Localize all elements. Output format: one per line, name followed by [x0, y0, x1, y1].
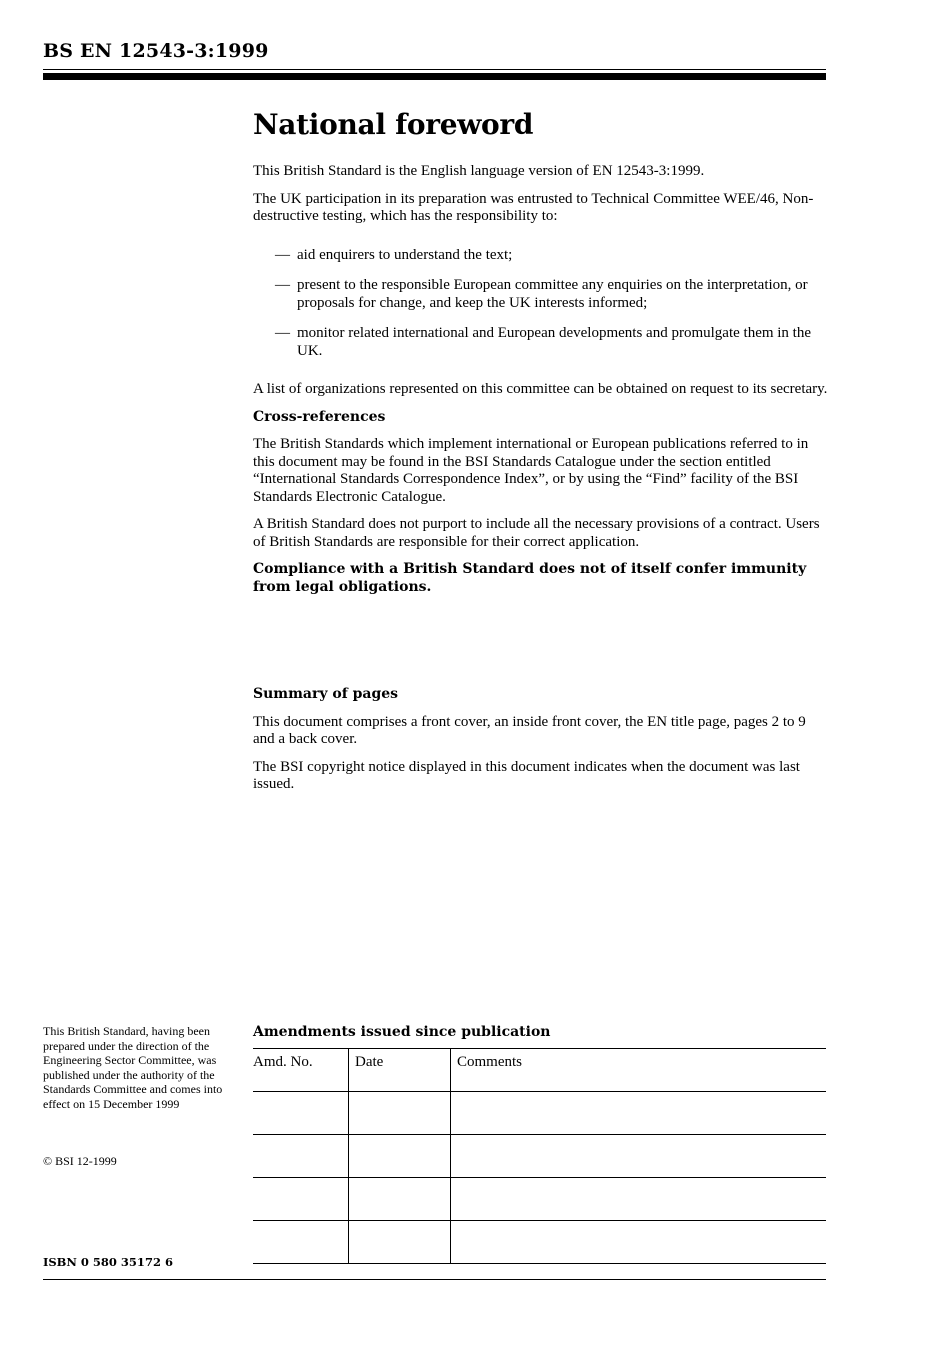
compliance-statement: Compliance with a British Standard does not of itself confer immunity from legal obligations. [253, 561, 807, 595]
summary-heading: Summary of pages [253, 686, 399, 702]
dash-marker: — [275, 246, 290, 263]
provisions-paragraph: A British Standard does not purport to include all the necessary provisions of a contract. Users of British Standards are responsible for their correct application. [253, 516, 820, 550]
list-item [275, 247, 831, 265]
page-title: National foreword [253, 108, 534, 141]
column-header-amd-no: Amd. No. [253, 1049, 349, 1092]
list-item [275, 325, 831, 360]
cross-references-heading: Cross-references [253, 408, 386, 425]
column-header-date: Date [349, 1049, 451, 1092]
cross-references-paragraph: The British Standards which implement international or European publications referred to in this document may be found in the BSI Standards Catalogue under the section entitled “International Standards Correspondence Index”, or by using the “Find” facility of the BSI Standards Electronic Catalogue. [253, 436, 809, 505]
table-row [253, 1092, 826, 1135]
participation-paragraph: The UK participation in its preparation was entrusted to Technical Committee WEE/46, Non-destructive testing, which has the responsibility to: [253, 190, 814, 224]
table-cell [349, 1221, 451, 1264]
header-rule-thick [43, 73, 826, 80]
table-cell [451, 1221, 827, 1264]
table-row [253, 1221, 826, 1264]
isbn-number: ISBN 0 580 35172 6 [43, 1255, 173, 1269]
table-row [253, 1135, 826, 1178]
amendments-table [253, 1048, 826, 1264]
publication-note: This British Standard, having been prepared under the direction of the Engineering Sector Committee, was published under the authority of the Standards Committee and comes into effect on 15 December 1999 [43, 1024, 223, 1111]
list-item-text: aid enquirers to understand the text; [297, 246, 513, 263]
list-item [275, 277, 831, 312]
table-header-row [253, 1049, 826, 1092]
table-cell [349, 1135, 451, 1178]
organizations-paragraph: A list of organizations represented on this committee can be obtained on request to its secretary. [253, 381, 828, 397]
table-cell [451, 1092, 827, 1135]
table-cell [451, 1178, 827, 1221]
copyright-notice-paragraph: The BSI copyright notice displayed in this document indicates when the document was last issued. [253, 758, 800, 792]
summary-paragraph: This document comprises a front cover, an inside front cover, the EN title page, pages 2 to 9 and a back cover. [253, 713, 806, 747]
main-content [253, 108, 831, 804]
table-cell [349, 1092, 451, 1135]
table-cell [253, 1221, 349, 1264]
list-item-text: present to the responsible European committee any enquiries on the interpretation, or proposals for change, and keep the UK interests informed; [297, 277, 808, 311]
dash-marker: — [275, 277, 290, 293]
table-row [253, 1178, 826, 1221]
footer-rule [43, 1279, 826, 1280]
document-code: BS EN 12543-3:1999 [43, 40, 269, 62]
list-item-text: monitor related international and European developments and promulgate them in the UK. [297, 325, 812, 359]
table-cell [253, 1178, 349, 1221]
amendments-title: Amendments issued since publication [253, 1024, 551, 1040]
responsibility-list [253, 247, 831, 361]
column-header-comments: Comments [451, 1049, 827, 1092]
dash-marker: — [275, 325, 290, 341]
table-cell [253, 1092, 349, 1135]
table-cell [451, 1135, 827, 1178]
intro-paragraph: This British Standard is the English language version of EN 12543-3:1999. [253, 163, 705, 179]
header-rule-thin [43, 69, 826, 70]
copyright-line: © BSI 12-1999 [43, 1154, 117, 1168]
table-cell [349, 1178, 451, 1221]
table-cell [253, 1135, 349, 1178]
